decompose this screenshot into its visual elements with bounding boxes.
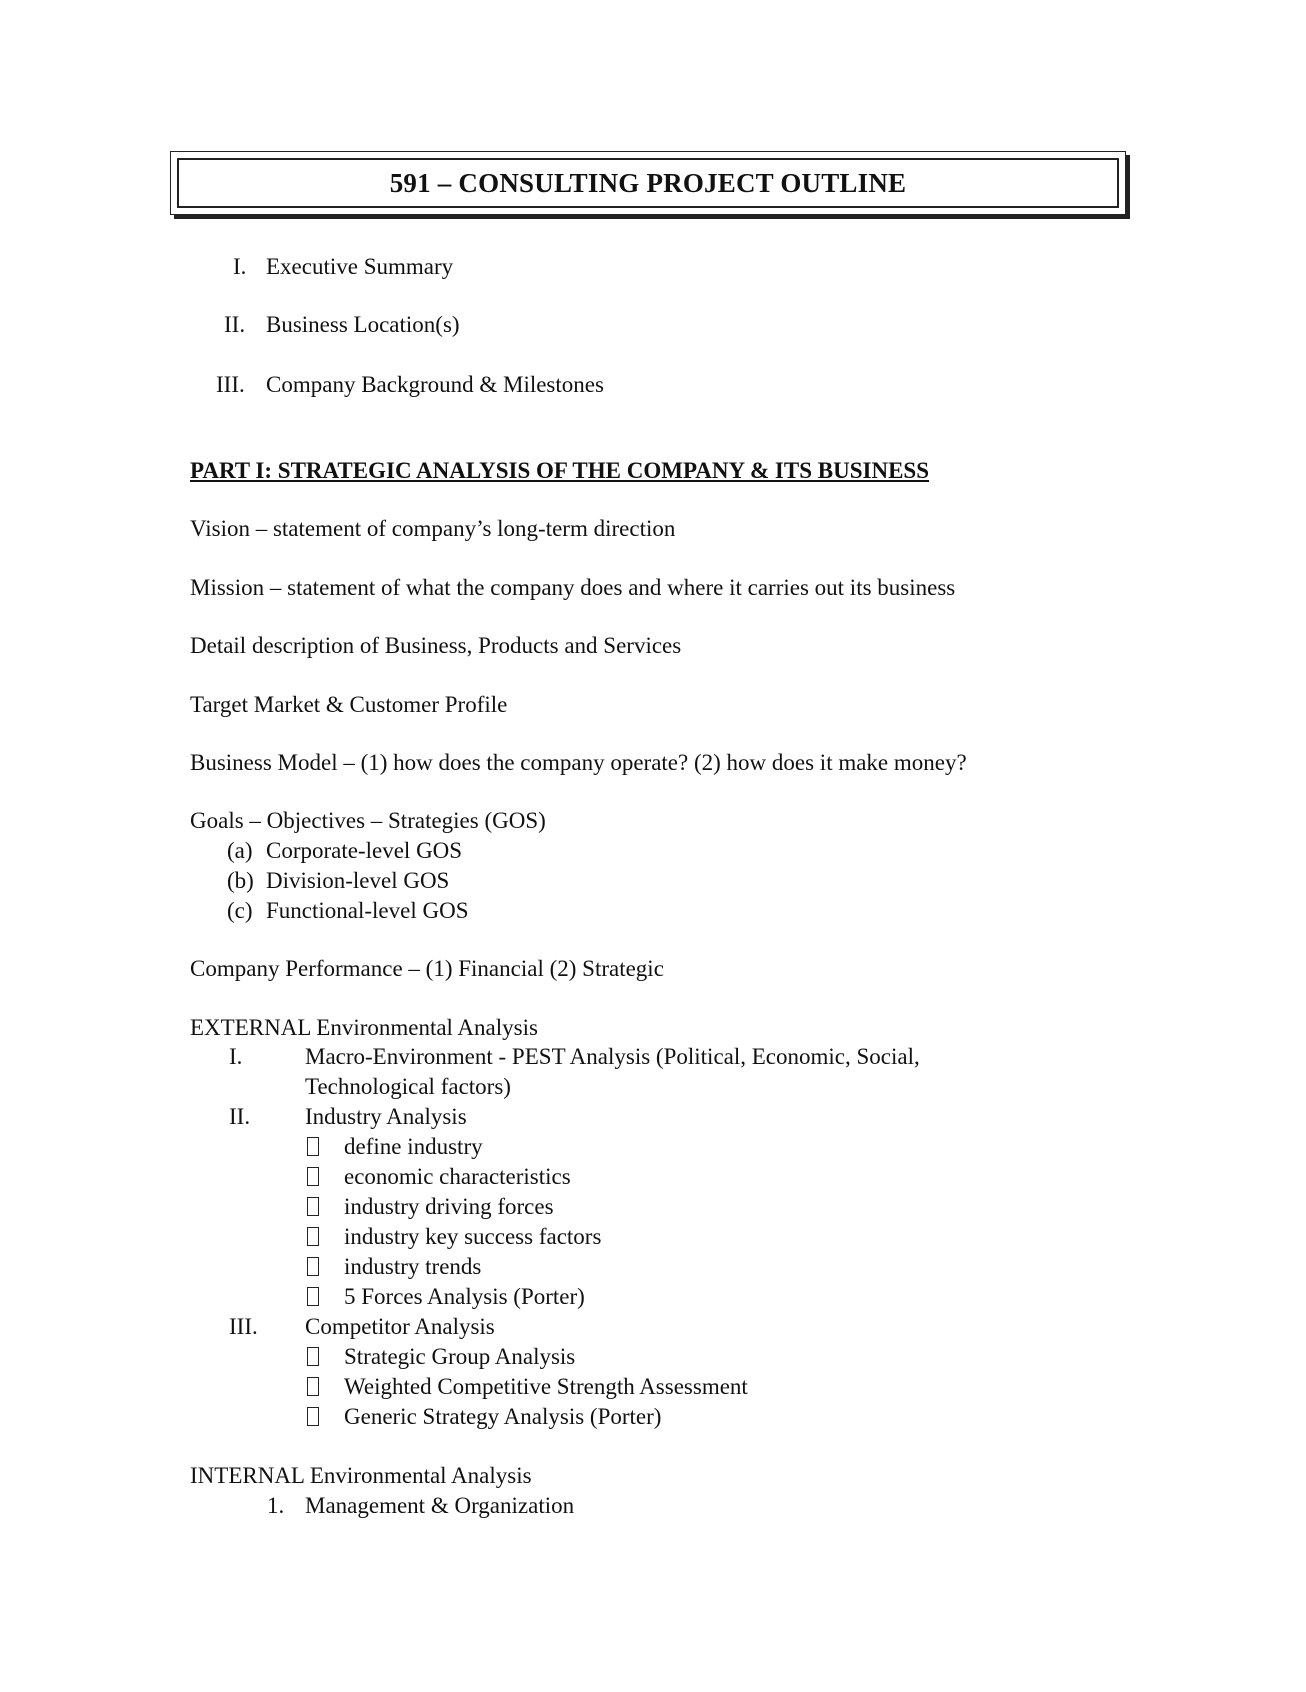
bullet-box-icon — [307, 1252, 319, 1282]
competitor-text: Competitor Analysis — [305, 1314, 495, 1339]
competitor-bullet-2: Weighted Competitive Strength Assessment — [344, 1374, 748, 1399]
target-market-line: Target Market & Customer Profile — [190, 692, 508, 717]
competitor-num: III. — [229, 1314, 258, 1339]
business-model-line: Business Model – (1) how does the company operate? (2) how does it make money? — [190, 750, 967, 775]
industry-bullet-3: industry driving forces — [344, 1194, 554, 1219]
bullet-box-icon — [307, 1372, 319, 1402]
gos-item-b-text: Division-level GOS — [266, 868, 450, 893]
performance-line: Company Performance – (1) Financial (2) Strategic — [190, 956, 664, 981]
internal-item-1-num: 1. — [267, 1493, 285, 1518]
bullet-box-icon — [307, 1342, 319, 1372]
intro-item-2-num: II. — [224, 312, 246, 337]
competitor-bullet-1: Strategic Group Analysis — [344, 1344, 576, 1369]
intro-item-3-text: Company Background & Milestones — [266, 372, 604, 397]
gos-item-b-letter: (b) — [227, 868, 254, 893]
title-box-inner — [177, 158, 1119, 208]
competitor-bullet-3: Generic Strategy Analysis (Porter) — [344, 1404, 662, 1429]
part1-heading: PART I: STRATEGIC ANALYSIS OF THE COMPANY & ITS BUSINESS — [190, 458, 929, 483]
gos-item-c-text: Functional-level GOS — [266, 898, 469, 923]
intro-item-2-text: Business Location(s) — [266, 312, 460, 337]
bullet-box-icon — [307, 1132, 319, 1162]
gos-item-a-letter: (a) — [227, 838, 253, 863]
bullet-box-icon — [307, 1162, 319, 1192]
internal-heading: INTERNAL Environmental Analysis — [190, 1463, 532, 1488]
bullet-box-icon — [307, 1192, 319, 1222]
bullet-box-icon — [307, 1222, 319, 1252]
gos-item-a-text: Corporate-level GOS — [266, 838, 463, 863]
document-title: 591 – CONSULTING PROJECT OUTLINE — [389, 167, 907, 198]
title-box — [170, 151, 1126, 215]
internal-item-1-text: Management & Organization — [305, 1493, 575, 1518]
gos-item-c-letter: (c) — [227, 898, 253, 923]
intro-item-3-num: III. — [216, 372, 245, 397]
industry-bullet-4: industry key success factors — [344, 1224, 602, 1249]
industry-bullet-1: define industry — [344, 1134, 483, 1159]
macro-line-1: Macro-Environment - PEST Analysis (Political, Economic, Social, — [305, 1044, 920, 1069]
bullet-box-icon — [307, 1282, 319, 1312]
industry-bullet-2: economic characteristics — [344, 1164, 571, 1189]
industry-bullet-5: industry trends — [344, 1254, 482, 1279]
gos-heading: Goals – Objectives – Strategies (GOS) — [190, 808, 546, 833]
macro-num: I. — [229, 1044, 243, 1069]
intro-item-1-text: Executive Summary — [266, 254, 454, 279]
macro-line-2: Technological factors) — [305, 1074, 511, 1099]
industry-text: Industry Analysis — [305, 1104, 467, 1129]
vision-line: Vision – statement of company’s long-term direction — [190, 516, 676, 541]
mission-line: Mission – statement of what the company does and where it carries out its business — [190, 575, 956, 600]
industry-num: II. — [229, 1104, 251, 1129]
external-heading: EXTERNAL Environmental Analysis — [190, 1015, 538, 1040]
detail-line: Detail description of Business, Products and Services — [190, 633, 682, 658]
industry-bullet-6: 5 Forces Analysis (Porter) — [344, 1284, 585, 1309]
bullet-box-icon — [307, 1402, 319, 1432]
intro-item-1-num: I. — [233, 254, 247, 279]
